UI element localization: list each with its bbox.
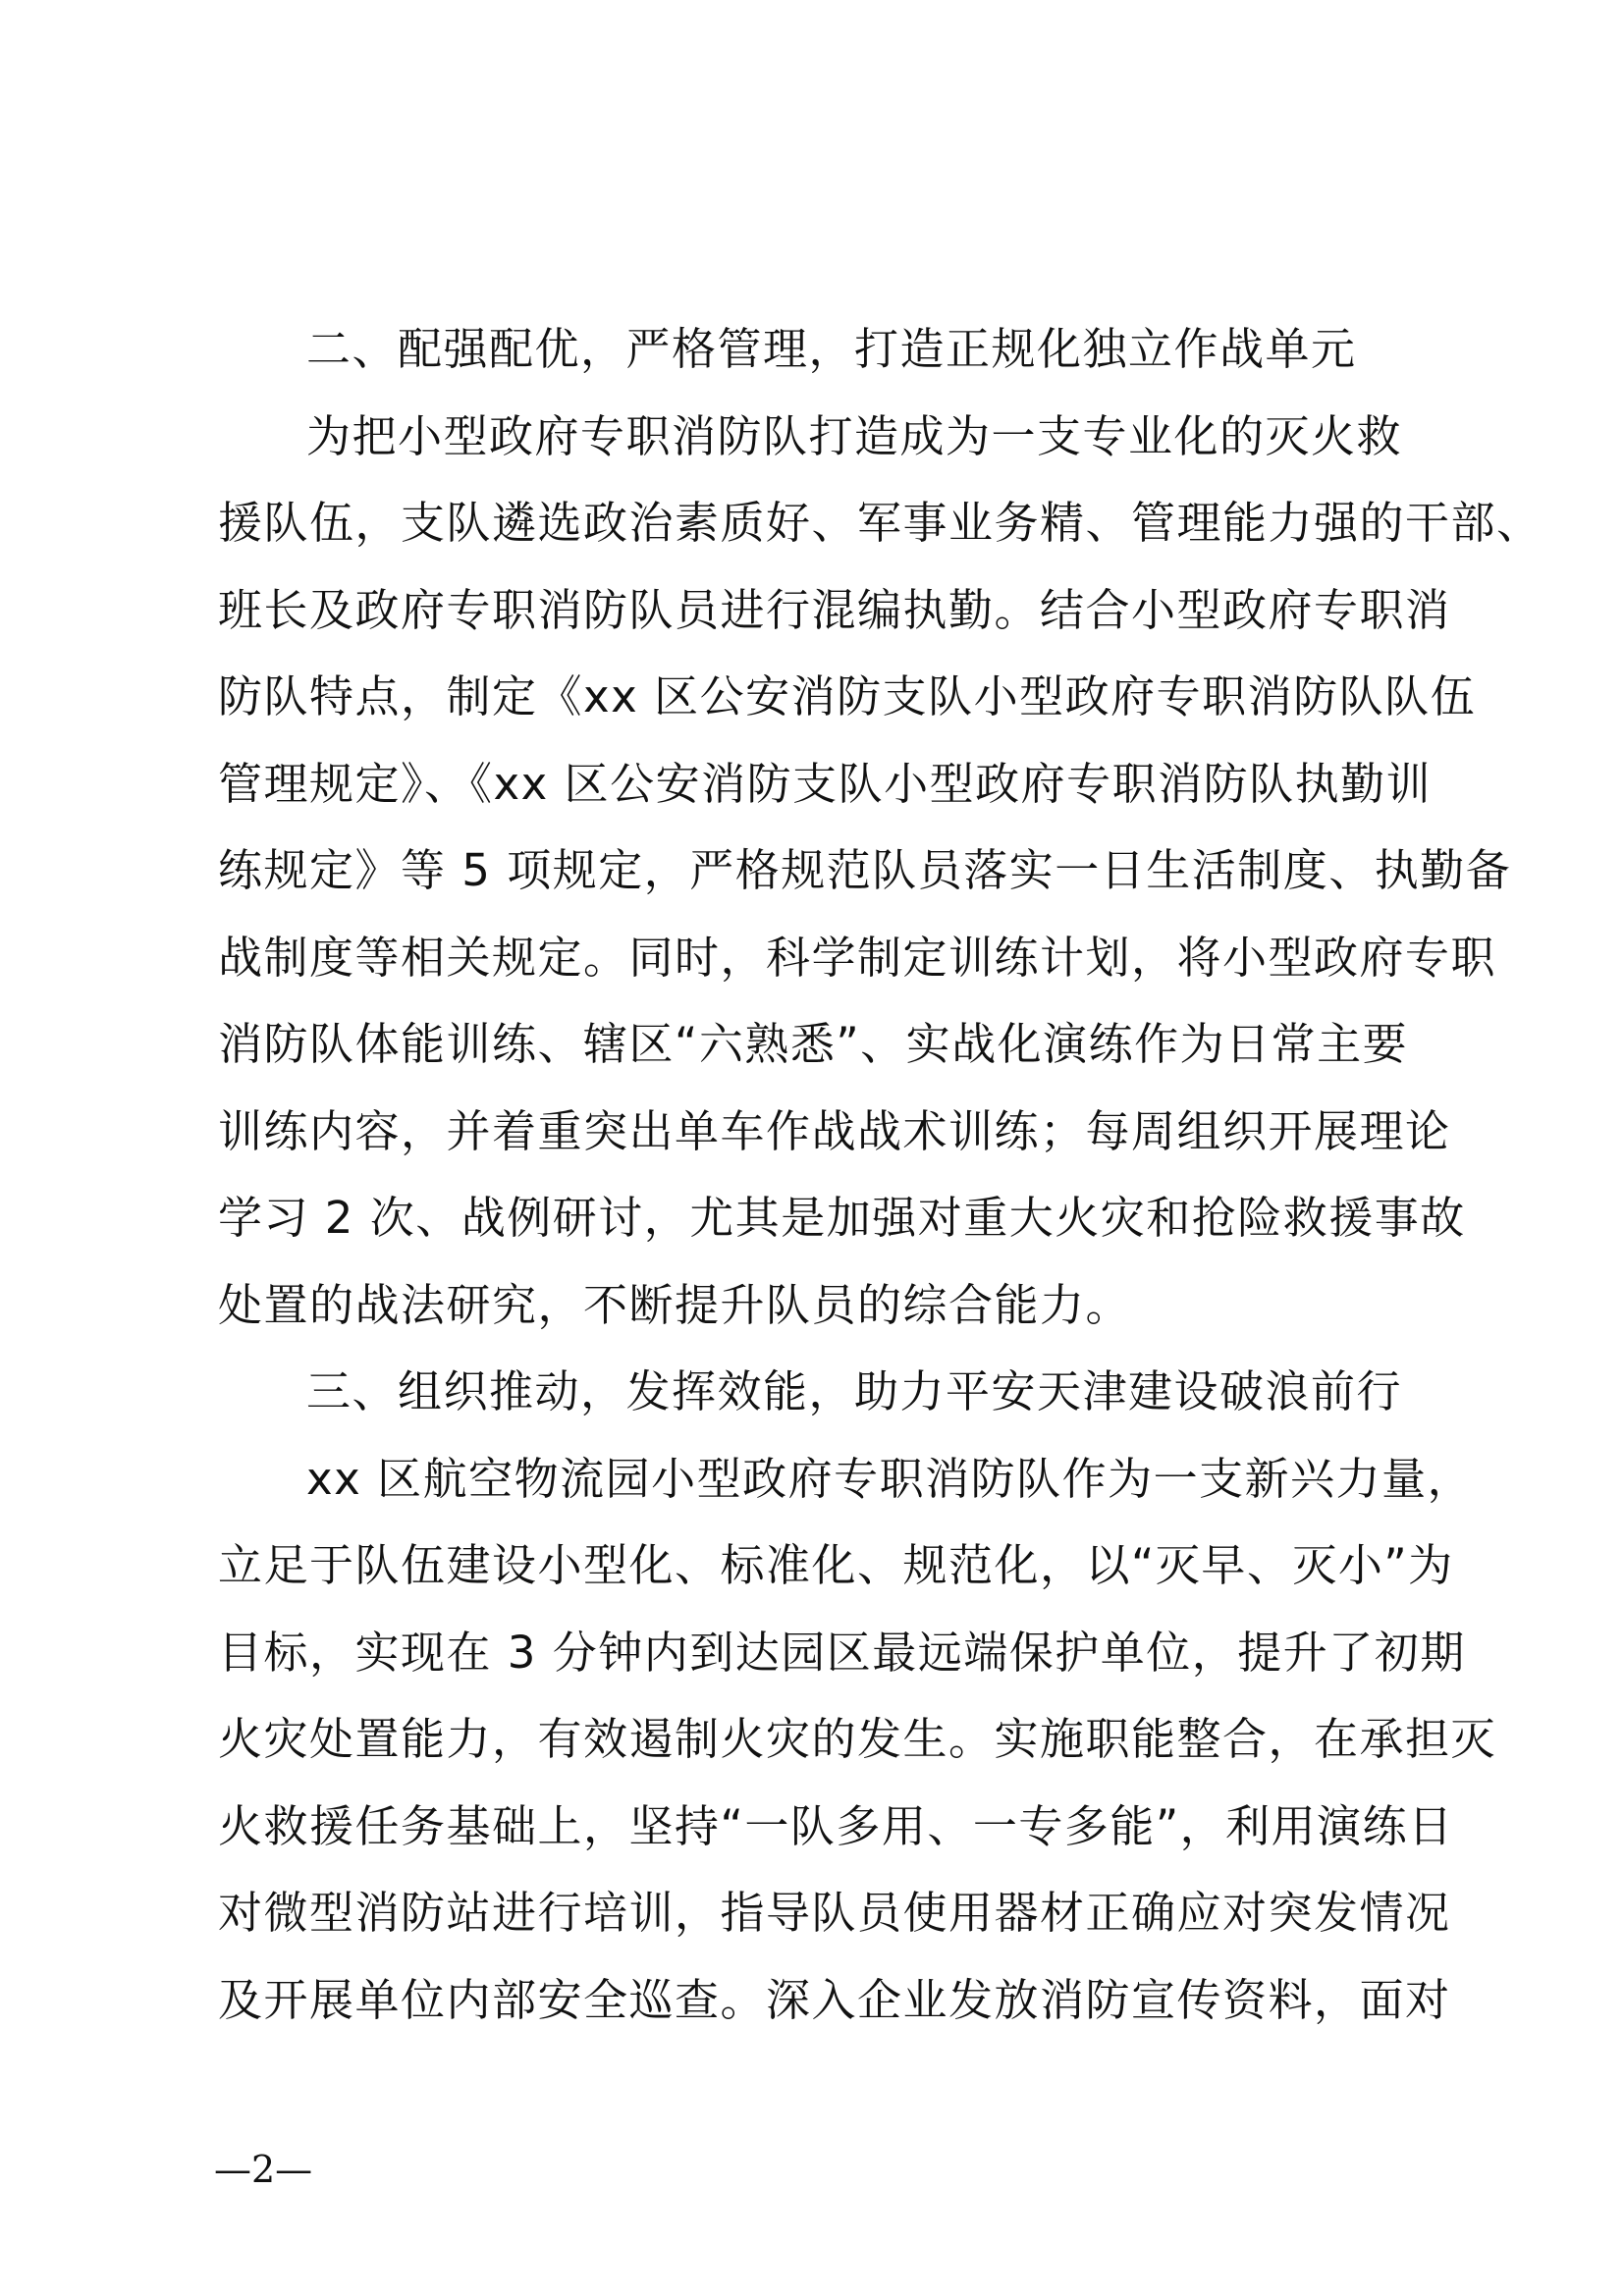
section-heading-three: 三、组织推动，发挥效能，助力平安天津建设破浪前行: [306, 1365, 1403, 1417]
paragraph-line: xx 区航空物流园小型政府专职消防队作为一支新兴力量，: [306, 1452, 1474, 1505]
paragraph-line: 训练内容，并着重突出单车作战战术训练；每周组织开展理论: [218, 1104, 1451, 1157]
page-number: —2—: [214, 2148, 313, 2191]
paragraph-line: 处置的战法研究，不断提升队员的综合能力。: [218, 1278, 1132, 1331]
paragraph-line: 战制度等相关规定。同时，科学制定训练计划，将小型政府专职: [218, 931, 1497, 984]
paragraph-line: 班长及政府专职消防队员进行混编执勤。结合小型政府专职消: [218, 583, 1451, 636]
paragraph-line: 火救援任务基础上，坚持“一队多用、一专多能”，利用演练日: [218, 1799, 1454, 1852]
paragraph-line: 为把小型政府专职消防队打造成为一支专业化的灭火救: [306, 409, 1403, 462]
document-body: [218, 306, 1543, 2044]
paragraph-line: 援队伍，支队遴选政治素质好、军事业务精、管理能力强的干部、: [218, 497, 1543, 549]
paragraph-line: 对微型消防站进行培训，指导队员使用器材正确应对突发情况: [218, 1887, 1451, 1939]
paragraph-line: 立足于队伍建设小型化、标准化、规范化，以“灭早、灭小”为: [218, 1539, 1454, 1591]
paragraph-line: 目标，实现在 3 分钟内到达园区最远端保护单位，提升了初期: [218, 1626, 1466, 1679]
section-heading-two: 二、配强配优，严格管理，打造正规化独立作战单元: [306, 323, 1357, 375]
paragraph-line: 消防队体能训练、辖区“六熟悉”、实战化演练作为日常主要: [218, 1018, 1409, 1070]
paragraph-line: 练规定》等 5 项规定，严格规范队员落实一日生活制度、执勤备: [218, 844, 1512, 896]
paragraph-line: 火灾处置能力，有效遏制火灾的发生。实施职能整合，在承担灭: [218, 1713, 1497, 1765]
paragraph-line: 学习 2 次、战例研讨，尤其是加强对重大火灾和抢险救援事故: [218, 1192, 1466, 1244]
paragraph-line: 及开展单位内部安全巡查。深入企业发放消防宣传资料，面对: [218, 1973, 1451, 2026]
paragraph-line: 防队特点，制定《xx 区公安消防支队小型政府专职消防队队伍: [218, 670, 1477, 722]
paragraph-line: 管理规定》、《xx 区公安消防支队小型政府专职消防队执勤训: [218, 757, 1433, 810]
